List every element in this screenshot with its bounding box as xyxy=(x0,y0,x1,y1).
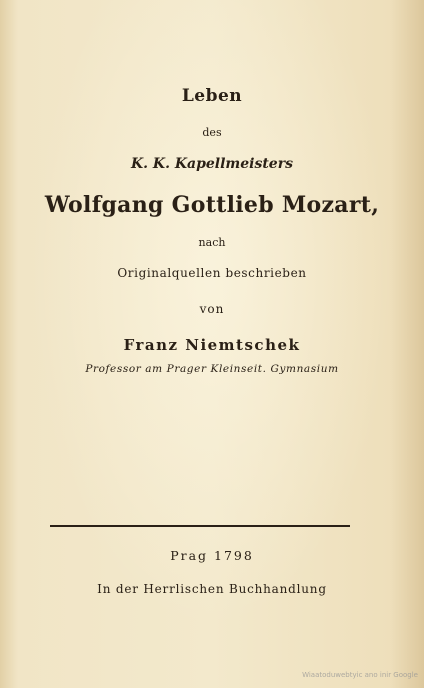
article-des: des xyxy=(202,126,222,139)
title-leben: Leben xyxy=(181,86,243,106)
rank-kapellmeister: K. K. Kapellmeisters xyxy=(131,156,293,172)
author-name: Franz Niemtschek xyxy=(123,336,301,354)
place-year: Prag 1798 xyxy=(170,548,254,563)
subject-name: Wolfgang Gottlieb Mozart, xyxy=(44,192,380,218)
preposition-nach: nach xyxy=(198,236,226,249)
horizontal-rule xyxy=(50,525,350,527)
author-title: Professor am Prager Kleinseit. Gymnasium xyxy=(85,363,339,375)
digitization-watermark: Wiaatoduwebtyic ano inir Google xyxy=(302,671,418,679)
sources-line: Originalquellen beschrieben xyxy=(117,266,307,280)
publisher-line: In der Herrlischen Buchhandlung xyxy=(97,582,327,596)
preposition-von: von xyxy=(199,302,225,316)
